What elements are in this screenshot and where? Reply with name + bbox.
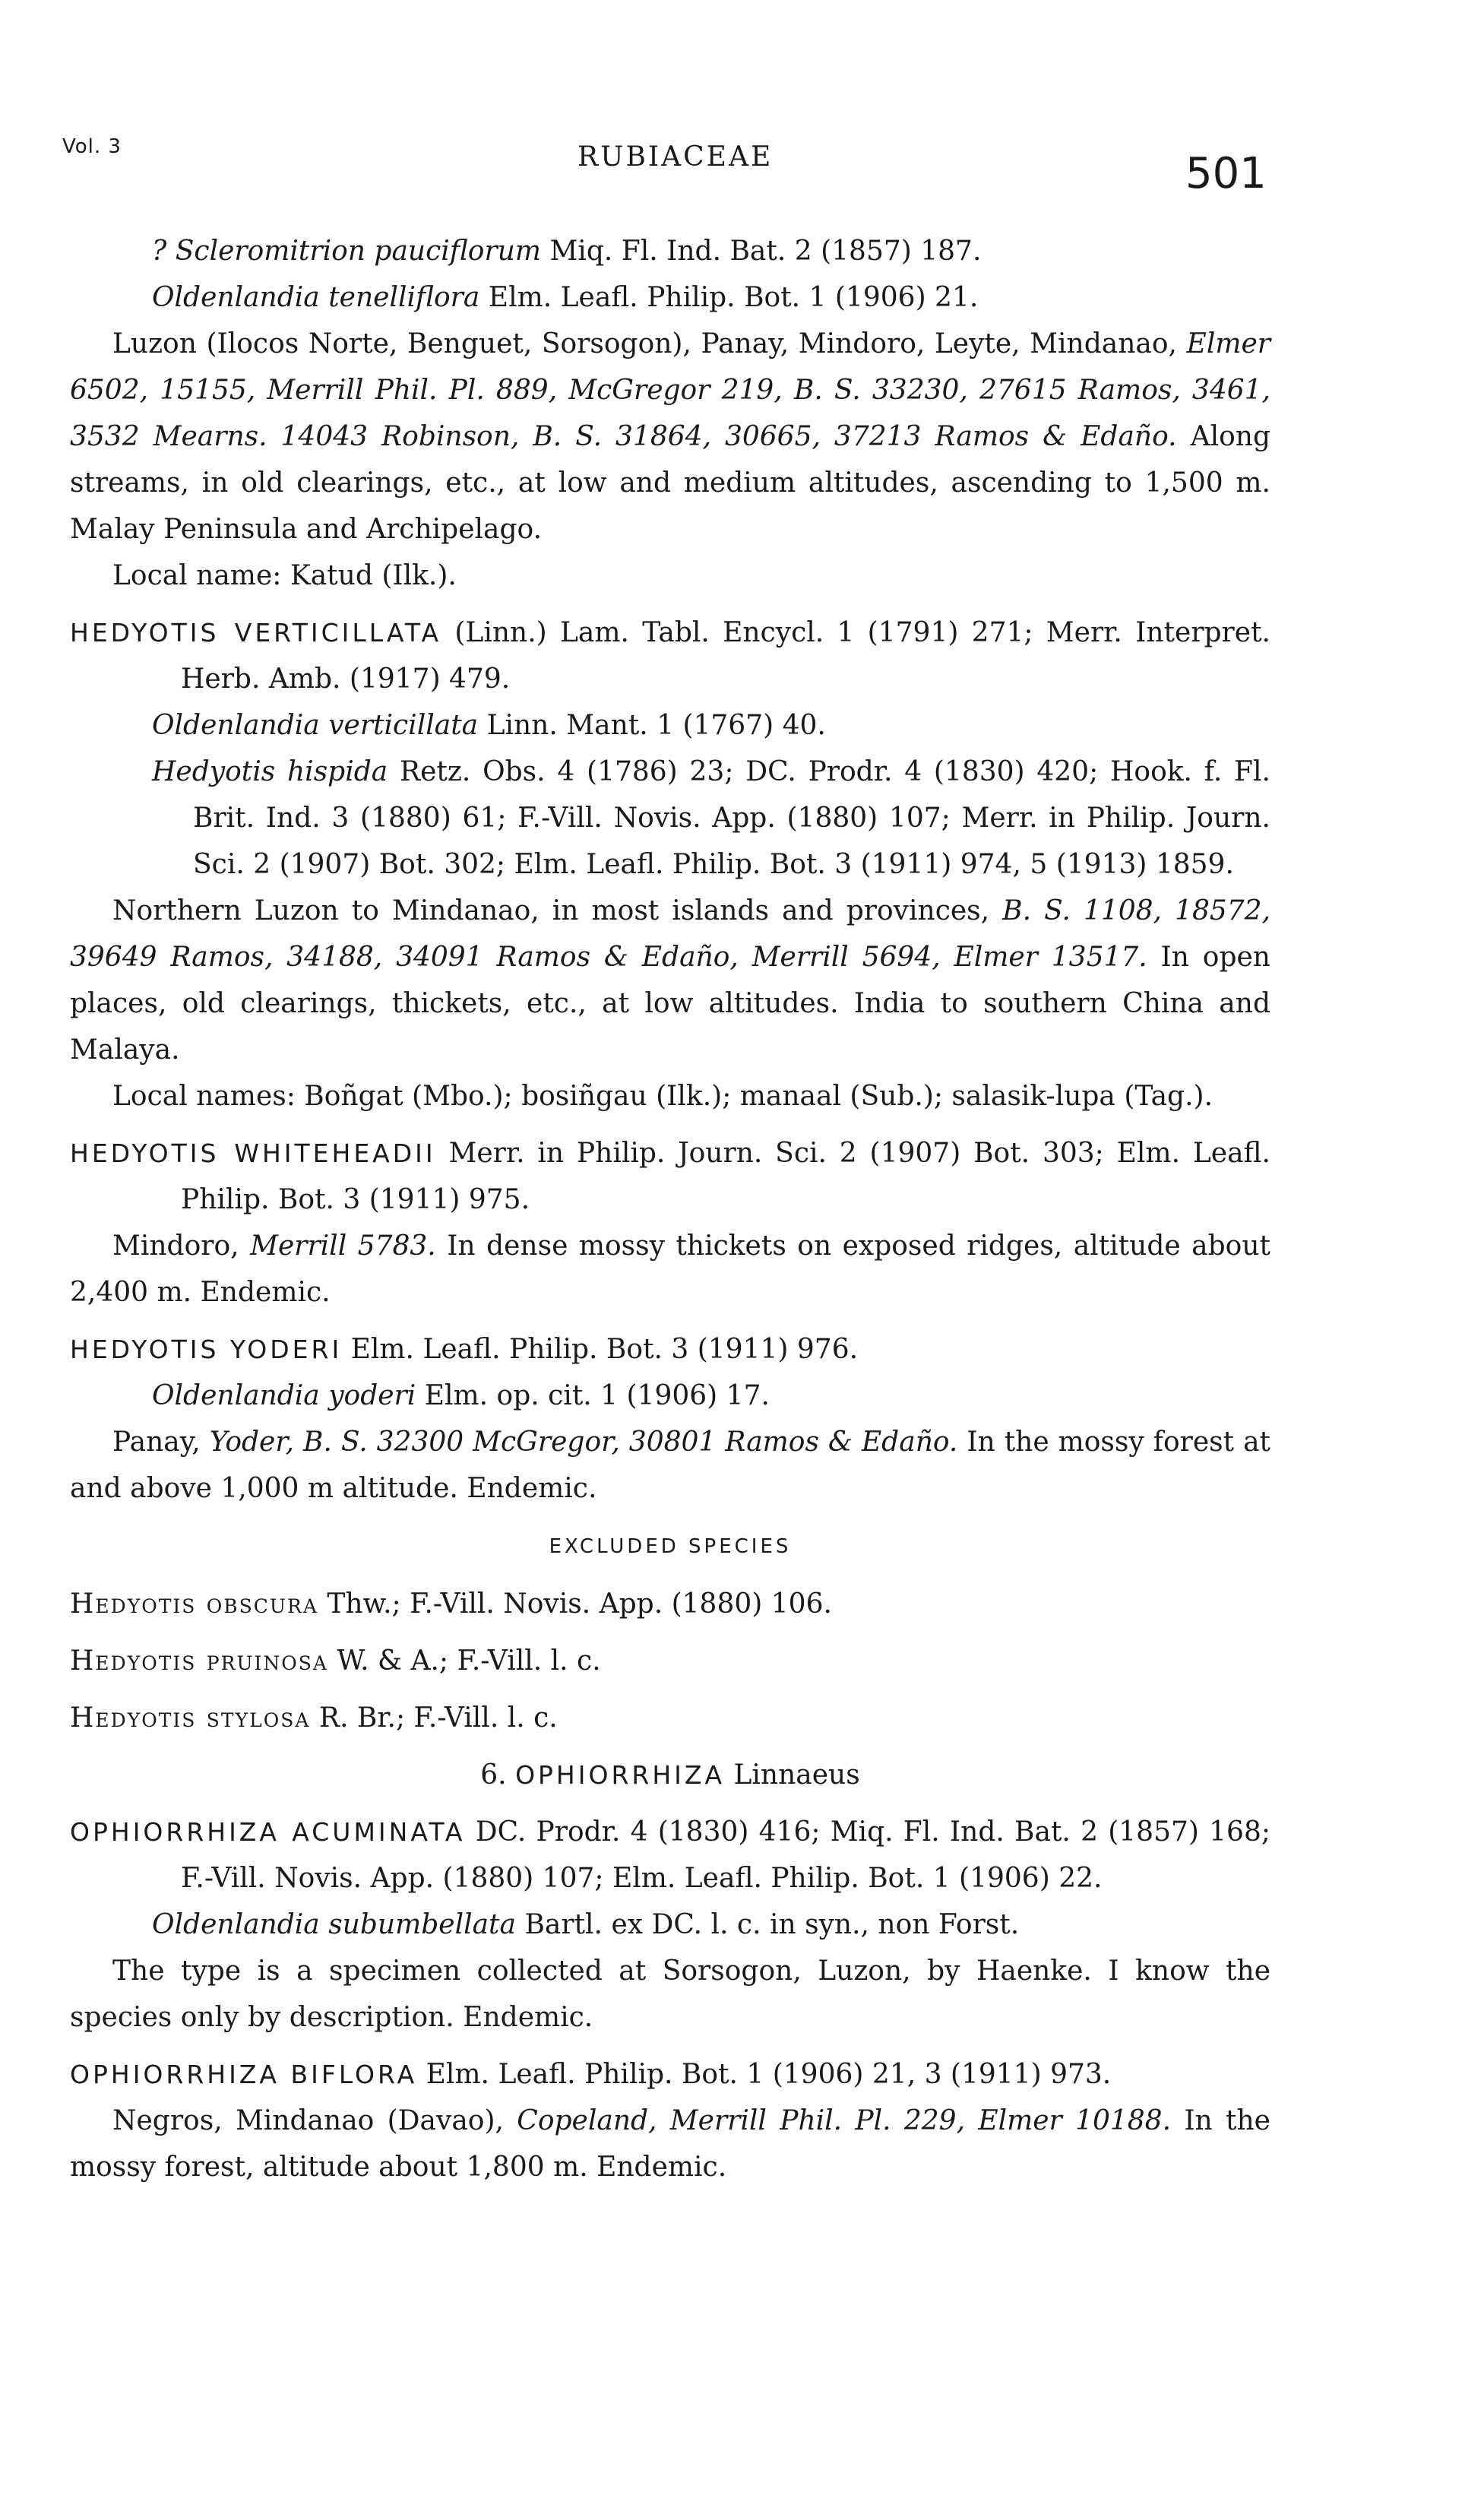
species-heading [70, 1130, 1270, 1223]
excluded-species-name: Hedyotis obscura [70, 1588, 318, 1620]
excluded-species-item [70, 1581, 1270, 1627]
species-citation: Elm. Leafl. Philip. Bot. 1 (1906) 21, 3 (1911) 973. [417, 2059, 1112, 2090]
species-heading [70, 610, 1270, 702]
synonym-citation: Linn. Mant. 1 (1767) 40. [478, 710, 826, 741]
species-name: OPHIORRHIZA ACUMINATA [70, 1817, 466, 1847]
excluded-species-item [70, 1638, 1270, 1684]
specimen-list: Copeland, Merrill Phil. Pl. 229, Elmer 10188. [517, 2105, 1172, 2136]
excluded-species-citation: W. & A.; F.-Vill. l. c. [327, 1645, 601, 1677]
species-name: HEDYOTIS YODERI [70, 1335, 343, 1364]
species-citation: Merr. in Philip. Journ. Sci. 2 (1907) Bot. 303; Elm. Leafl. Philip. Bot. 3 (1911) 975. [181, 1138, 1270, 1215]
species-citation: (Linn.) Lam. Tabl. Encycl. 1 (1791) 271; Merr. Interpret. Herb. Amb. (1917) 479. [181, 617, 1270, 695]
habitat-text: In the mossy forest, altitude about 1,800 m. Endemic. [70, 2105, 1270, 2183]
species-note: The type is a specimen collected at Sorsogon, Luzon, by Haenke. I know the species only by description. Endemic. [70, 1955, 1270, 2033]
distribution-paragraph [70, 1223, 1270, 1316]
specimen-list: Elmer 6502, 15155, Merrill Phil. Pl. 889, McGregor 219, B. S. 33230, 27615 Ramos, 3461, 3532 Mearns. 14043 Robinson, B. S. 31864, 30665, 37213 Ramos & Edaño. [70, 328, 1270, 452]
synonym-citation: Retz. Obs. 4 (1786) 23; DC. Prodr. 4 (1830) 420; Hook. f. Fl. Brit. Ind. 3 (1880) 61; F.-Vill. Novis. App. (1880) 107; Merr. in Philip. Journ. Sci. 2 (1907) Bot. 302; Elm. Leafl. Philip. Bot. 3 (1911) 974, 5 (1913) 1859. [193, 756, 1270, 880]
species-heading [70, 1326, 1270, 1373]
distribution-text: Northern Luzon to Mindanao, in most islands and provinces, [112, 895, 1003, 926]
excluded-species-name: Hedyotis stylosa [70, 1702, 311, 1734]
genus-heading [70, 1752, 1270, 1798]
synonym-name: Oldenlandia subumbellata [152, 1909, 516, 1940]
synonym-line [70, 1902, 1270, 1948]
distribution-text: Negros, Mindanao (Davao), [112, 2105, 517, 2136]
genus-number: 6. [480, 1759, 516, 1791]
distribution-text: Mindoro, [112, 1230, 251, 1262]
species-heading [70, 1809, 1270, 1902]
species-heading [70, 2051, 1270, 2098]
running-title: RUBIACEAE [577, 141, 774, 173]
page-number: 501 [1185, 149, 1267, 198]
synonym-citation: Elm. Leafl. Philip. Bot. 1 (1906) 21. [479, 282, 979, 313]
synonym-line [70, 228, 1270, 274]
synonym-name: ? Scleromitrion pauciflorum [152, 236, 541, 267]
species-name: HEDYOTIS VERTICILLATA [70, 618, 442, 648]
local-names: Local names: Boñgat (Mbo.); bosiñgau (Ilk.); manaal (Sub.); salasik-lupa (Tag.). [112, 1081, 1213, 1112]
synonym-citation: Miq. Fl. Ind. Bat. 2 (1857) 187. [541, 236, 982, 267]
synonym-name: Oldenlandia yoderi [152, 1380, 416, 1411]
synonym-citation: Elm. op. cit. 1 (1906) 17. [416, 1380, 770, 1411]
synonym-line [70, 749, 1270, 888]
species-name: HEDYOTIS WHITEHEADII [70, 1138, 436, 1168]
excluded-species-heading [70, 1521, 1270, 1570]
distribution-paragraph [70, 321, 1270, 553]
species-citation: Elm. Leafl. Philip. Bot. 3 (1911) 976. [342, 1334, 859, 1365]
synonym-name: Oldenlandia tenelliflora [152, 282, 480, 313]
habitat-text: Along streams, in old clearings, etc., at low and medium altitudes, ascending to 1,500 m. Malay Peninsula and Archipelago. [70, 421, 1270, 545]
excluded-species-citation: R. Br.; F.-Vill. l. c. [310, 1702, 558, 1734]
synonym-name: Hedyotis hispida [152, 756, 388, 787]
page-body [70, 228, 1270, 2190]
specimen-list: Yoder, B. S. 32300 McGregor, 30801 Ramos & Edaño. [209, 1427, 958, 1458]
species-citation: DC. Prodr. 4 (1830) 416; Miq. Fl. Ind. Bat. 2 (1857) 168; F.-Vill. Novis. App. (1880) 107; Elm. Leafl. Philip. Bot. 1 (1906) 22. [181, 1816, 1270, 1894]
excluded-species-name: Hedyotis pruinosa [70, 1645, 328, 1677]
synonym-citation: Bartl. ex DC. l. c. in syn., non Forst. [516, 1909, 1020, 1940]
synonym-line [70, 274, 1270, 321]
distribution-text: Luzon (Ilocos Norte, Benguet, Sorsogon), Panay, Mindoro, Leyte, Mindanao, [112, 328, 1187, 359]
habitat-text: In open places, old clearings, thickets, etc., at low altitudes. India to southern China and Malaya. [70, 942, 1270, 1066]
distribution-paragraph [70, 888, 1270, 1073]
species-name: OPHIORRHIZA BIFLORA [70, 2060, 418, 2089]
distribution-paragraph [70, 1419, 1270, 1512]
specimen-list: Merrill 5783. [250, 1230, 436, 1262]
specimen-list: B. S. 1108, 18572, 39649 Ramos, 34188, 34091 Ramos & Edaño, Merrill 5694, Elmer 13517. [70, 895, 1271, 973]
synonym-line [70, 1373, 1270, 1419]
genus-author: Linnaeus [725, 1759, 860, 1791]
distribution-text: Panay, [112, 1427, 210, 1458]
excluded-species-citation: Thw.; F.-Vill. Novis. App. (1880) 106. [318, 1588, 832, 1620]
habitat-text: In the mossy forest at and above 1,000 m altitude. Endemic. [70, 1427, 1271, 1504]
local-names: Local name: Katud (Ilk.). [112, 560, 457, 591]
distribution-paragraph [70, 2098, 1270, 2190]
volume-label: Vol. 3 [62, 135, 122, 158]
habitat-text: In dense mossy thickets on exposed ridges, altitude about 2,400 m. Endemic. [70, 1230, 1270, 1308]
synonym-name: Oldenlandia verticillata [152, 710, 479, 741]
excluded-heading-text: EXCLUDED SPECIES [549, 1535, 792, 1558]
synonym-line [70, 702, 1270, 749]
excluded-species-item [70, 1695, 1270, 1741]
genus-name: OPHIORRHIZA [515, 1760, 726, 1790]
